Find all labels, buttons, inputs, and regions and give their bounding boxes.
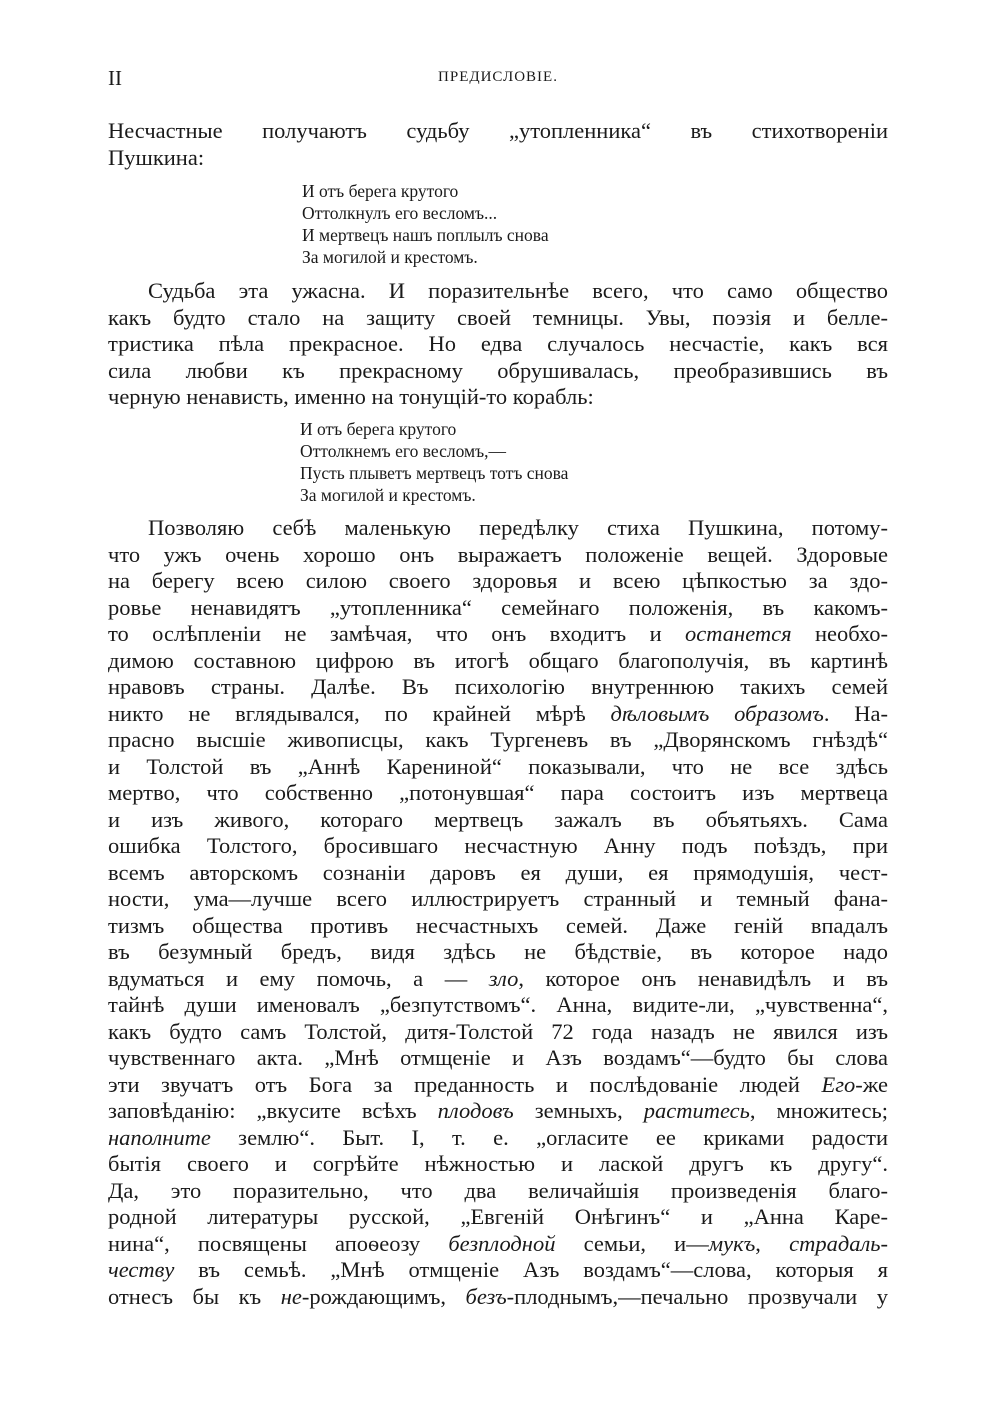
text-line: тристика пѣла прекрасное. Но едва случалось несчастіе, какъ вся [108, 331, 888, 356]
text-line: бытія своего и согрѣйте нѣжностью и лаской другъ къ другу“. [108, 1151, 888, 1176]
italic-text: дѣловымъ образомъ [610, 700, 824, 726]
verse-line: И мертвецъ нашъ поплылъ снова [302, 225, 549, 245]
paragraph-3 [108, 515, 888, 1310]
page-number: II [108, 66, 122, 90]
text-line: чувственнаго акта. „Мнѣ отмщеніе и Азъ воздамъ“—будто бы слова [108, 1045, 888, 1070]
verse-line: И отъ берега крутого [300, 419, 457, 439]
text-line: на берегу всею силою своего здоровья и всею цѣпкостью за здо- [108, 568, 888, 593]
text-line: родной литературы русской, „Евгеній Онѣгинъ“ и „Анна Каре- [108, 1204, 888, 1229]
italic-text: не [280, 1283, 302, 1309]
text-line: и Толстой въ „Аннѣ Карениной“ показывали, что не все здѣсь [108, 753, 888, 779]
text-line: Да, это поразительно, что два величайшія произведенія благо- [108, 1177, 888, 1203]
text-line: ности, ума—лучше всего иллюстрируетъ странный и темный фана- [108, 886, 888, 911]
text-line: Пушкина: [108, 144, 205, 170]
running-title: ПРЕДИСЛОВІЕ. [438, 69, 558, 85]
text-line: что ужъ очень хорошо онъ выражаетъ положеніе вещей. Здоровые [108, 541, 888, 567]
italic-text: мукъ [708, 1230, 756, 1256]
text-line: Судьба эта ужасна. И поразительнѣе всего, что само общество [148, 278, 888, 303]
intro-paragraph [108, 118, 888, 171]
verse-line: Пусть плыветъ мертвецъ тотъ снова [300, 463, 569, 483]
text-line: въ безумный бредъ, видя здѣсь не бѣдствіе, въ которое надо [108, 939, 888, 964]
italic-text: страдаль- [789, 1230, 889, 1256]
verse-line: Оттолкнулъ его весломъ... [302, 203, 498, 223]
paragraph-2 [108, 278, 888, 411]
page-header [108, 66, 888, 96]
text-line: никто не вглядывался, по крайней мѣрѣ дѣловымъ образомъ. На- [108, 700, 888, 726]
verse-line: И отъ берега крутого [302, 181, 459, 201]
verse-line: Оттолкнемъ его весломъ,— [300, 441, 507, 461]
verse-line: За могилой и крестомъ. [300, 485, 476, 505]
italic-text: зло [488, 965, 519, 991]
text-line: нравовъ страны. Далѣе. Въ психологію внутреннюю такихъ семей [108, 674, 888, 699]
text-line: и изъ живого, котораго мертвецъ зажалъ въ объятьяхъ. Сама [108, 806, 888, 832]
text-line: всемъ авторскомъ сознаніи даровъ ея души, ея прямодушія, чест- [108, 859, 888, 885]
verse-line: За могилой и крестомъ. [302, 247, 478, 267]
italic-text: честву [108, 1257, 175, 1282]
text-line: черную ненависть, именно на тонущій-то корабль: [108, 384, 594, 409]
text-line: прасно высшіе живописцы, какъ Тургеневъ въ „Дворянскомъ гнѣздѣ“ [108, 727, 888, 752]
text-line: то ослѣпленіи не замѣчая, что онъ входитъ и останется необхо- [108, 621, 888, 646]
text-line: Несчастные получаютъ судьбу „утопленника“ въ стихотвореніи [108, 118, 888, 143]
text-line: сила любви къ прекрасному обрушивалась, преобразившись въ [108, 357, 888, 383]
text-line: какъ будто самъ Толстой, дитя-Толстой 72 года назадъ не явился изъ [108, 1018, 888, 1044]
text-line: Позволяю себѣ маленькую передѣлку стиха Пушкина, потому- [148, 515, 888, 540]
text-line: какъ будто стало на защиту своей темницы. Увы, поэзія и белле- [108, 304, 888, 330]
text-line: тизмъ общества противъ несчастныхъ семей. Даже геній впадалъ [108, 912, 888, 938]
italic-text: безъ [465, 1283, 507, 1309]
text-line: наполните землю“. Быт. I, т. е. „огласите ее криками радости [108, 1124, 888, 1150]
italic-text: наполните [108, 1124, 211, 1150]
text-line: димою составною цифрою въ итогѣ общаго благополучія, въ картинѣ [108, 647, 888, 673]
text-line: честву въ семьѣ. „Мнѣ отмщеніе Азъ воздамъ“—слова, которыя я [108, 1257, 888, 1282]
italic-text: останется [685, 621, 792, 646]
text-line: нина“, посвящены апоѳеозу безплодной семьи, и—мукъ, страдаль- [108, 1230, 889, 1256]
text-line: эти звучатъ отъ Бога за преданность и послѣдованіе людей Его-же [108, 1071, 888, 1097]
verse-stanza-2 [300, 418, 568, 506]
text-line: заповѣданію: „вкусите всѣхъ плодовъ земныхъ, раститесь, множитесь; [108, 1098, 888, 1123]
text-line: тайнѣ души именовалъ „безпутствомъ“. Анна, видите-ли, „чувственна“, [108, 992, 888, 1017]
text-line: ровье ненавидятъ „утопленника“ семейнаго положенія, въ какомъ- [108, 594, 888, 620]
verse-stanza-1 [302, 180, 549, 268]
italic-text: Его [821, 1071, 856, 1097]
italic-text: плодовъ [437, 1098, 514, 1123]
text-line: ошибка Толстого, бросившаго несчастную Анну подъ поѣздъ, при [108, 833, 888, 858]
italic-text: раститесь [643, 1098, 750, 1123]
text-line: мертво, что собственно „потонувшая“ пара состоитъ изъ мертвеца [108, 780, 888, 805]
text-line: отнесъ бы къ не-рождающимъ, безъ-плоднымъ,—печально прозвучали у [108, 1283, 888, 1309]
text-line: вдуматься и ему помочь, а — зло, которое онъ ненавидѣлъ и въ [108, 965, 888, 991]
italic-text: безплодной [448, 1230, 556, 1256]
